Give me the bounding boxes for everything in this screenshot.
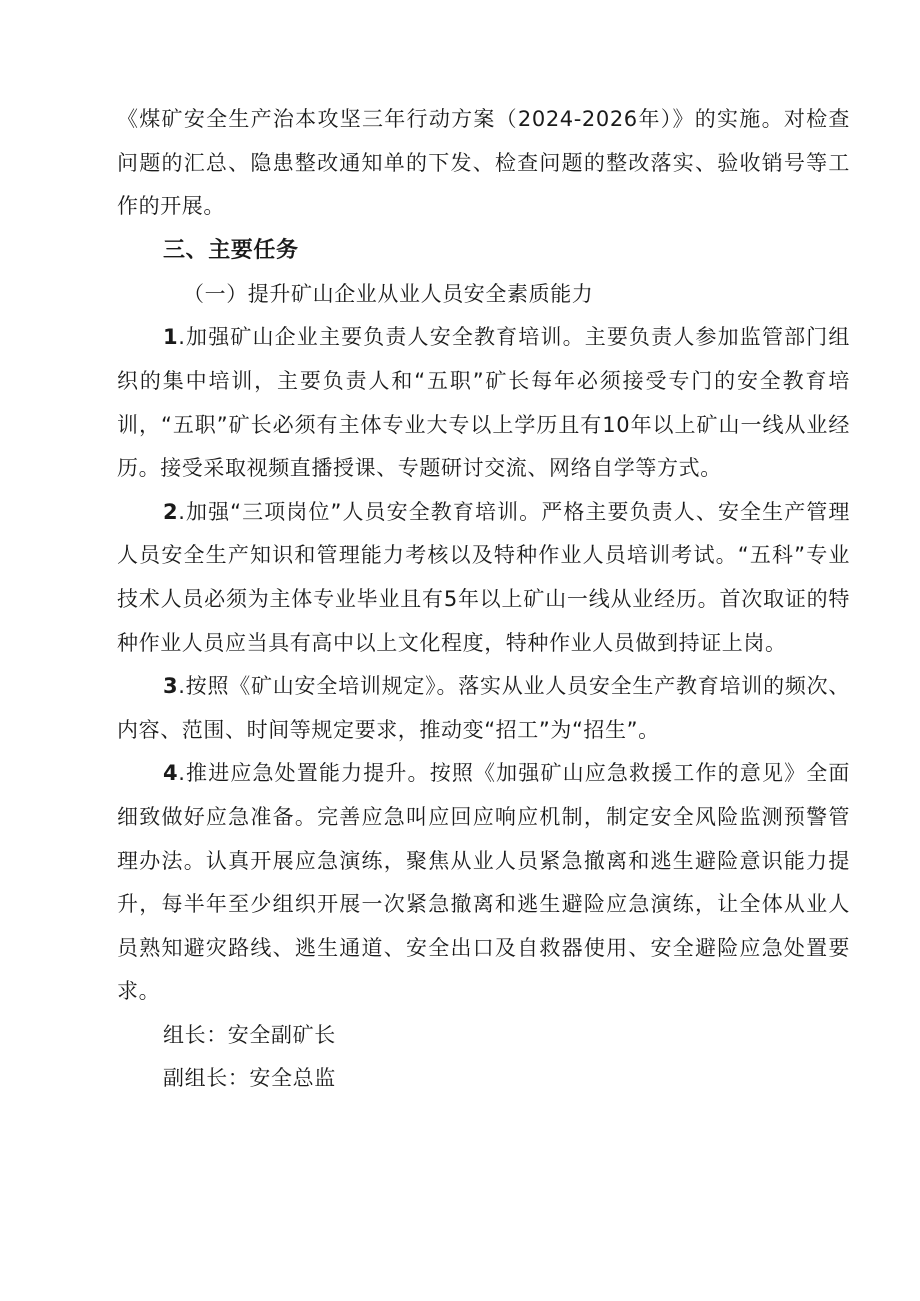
task-item-number: 3: [163, 674, 179, 699]
group-deputy-leader: 副组长：安全总监: [163, 1066, 336, 1091]
document-body: [117, 98, 850, 1101]
task-item-2: [117, 491, 850, 665]
task-item-number: 2: [163, 499, 179, 524]
task-item-text: .加强“三项岗位”人员安全教育培训。严格主要负责人、安全生产管理人员安全生产知识和管理能力考核以及特种作业人员培训考试。“五科”专业技术人员必须为主体专业毕业且有5年以上矿山一线从业经历。首次取证的特种作业人员应当具有高中以上文化程度，特种作业人员做到持证上岗。: [117, 499, 850, 655]
task-item-text: .加强矿山企业主要负责人安全教育培训。主要负责人参加监管部门组织的集中培训，主要负责人和“五职”矿长每年必须接受专门的安全教育培训，“五职”矿长必须有主体专业大专以上学历且有10年以上矿山一线从业经历。接受采取视频直播授课、专题研讨交流、网络自学等方式。: [117, 325, 850, 481]
intro-paragraph: 《煤矿安全生产治本攻坚三年行动方案（2024-2026年）》的实施。对检查问题的汇总、隐患整改通知单的下发、检查问题的整改落实、验收销号等工作的开展。: [117, 107, 850, 219]
task-item-text: .推进应急处置能力提升。按照《加强矿山应急救援工作的意见》全面细致做好应急准备。完善应急叫应回应响应机制，制定安全风险监测预警管理办法。认真开展应急演练，聚焦从业人员紧急撤离和逃生避险意识能力提升，每半年至少组织开展一次紧急撤离和逃生避险应急演练，让全体从业人员熟知避灾路线、逃生通道、安全出口及自救器使用、安全避险应急处置要求。: [117, 761, 850, 1004]
task-item-number: 4: [163, 761, 179, 786]
task-item-text: .按照《矿山安全培训规定》。落实从业人员安全生产教育培训的频次、内容、范围、时间等规定要求，推动变“招工”为“招生”。: [117, 674, 850, 742]
group-leader: 组长：安全副矿长: [163, 1022, 336, 1047]
section-heading: 三、主要任务: [163, 237, 299, 263]
task-item-1: [117, 316, 850, 490]
task-item-4: [117, 752, 850, 1014]
subsection-heading: （一）提升矿山企业从业人员安全素质能力: [183, 281, 594, 306]
task-item-number: 1: [163, 325, 179, 350]
task-item-3: [117, 665, 850, 752]
